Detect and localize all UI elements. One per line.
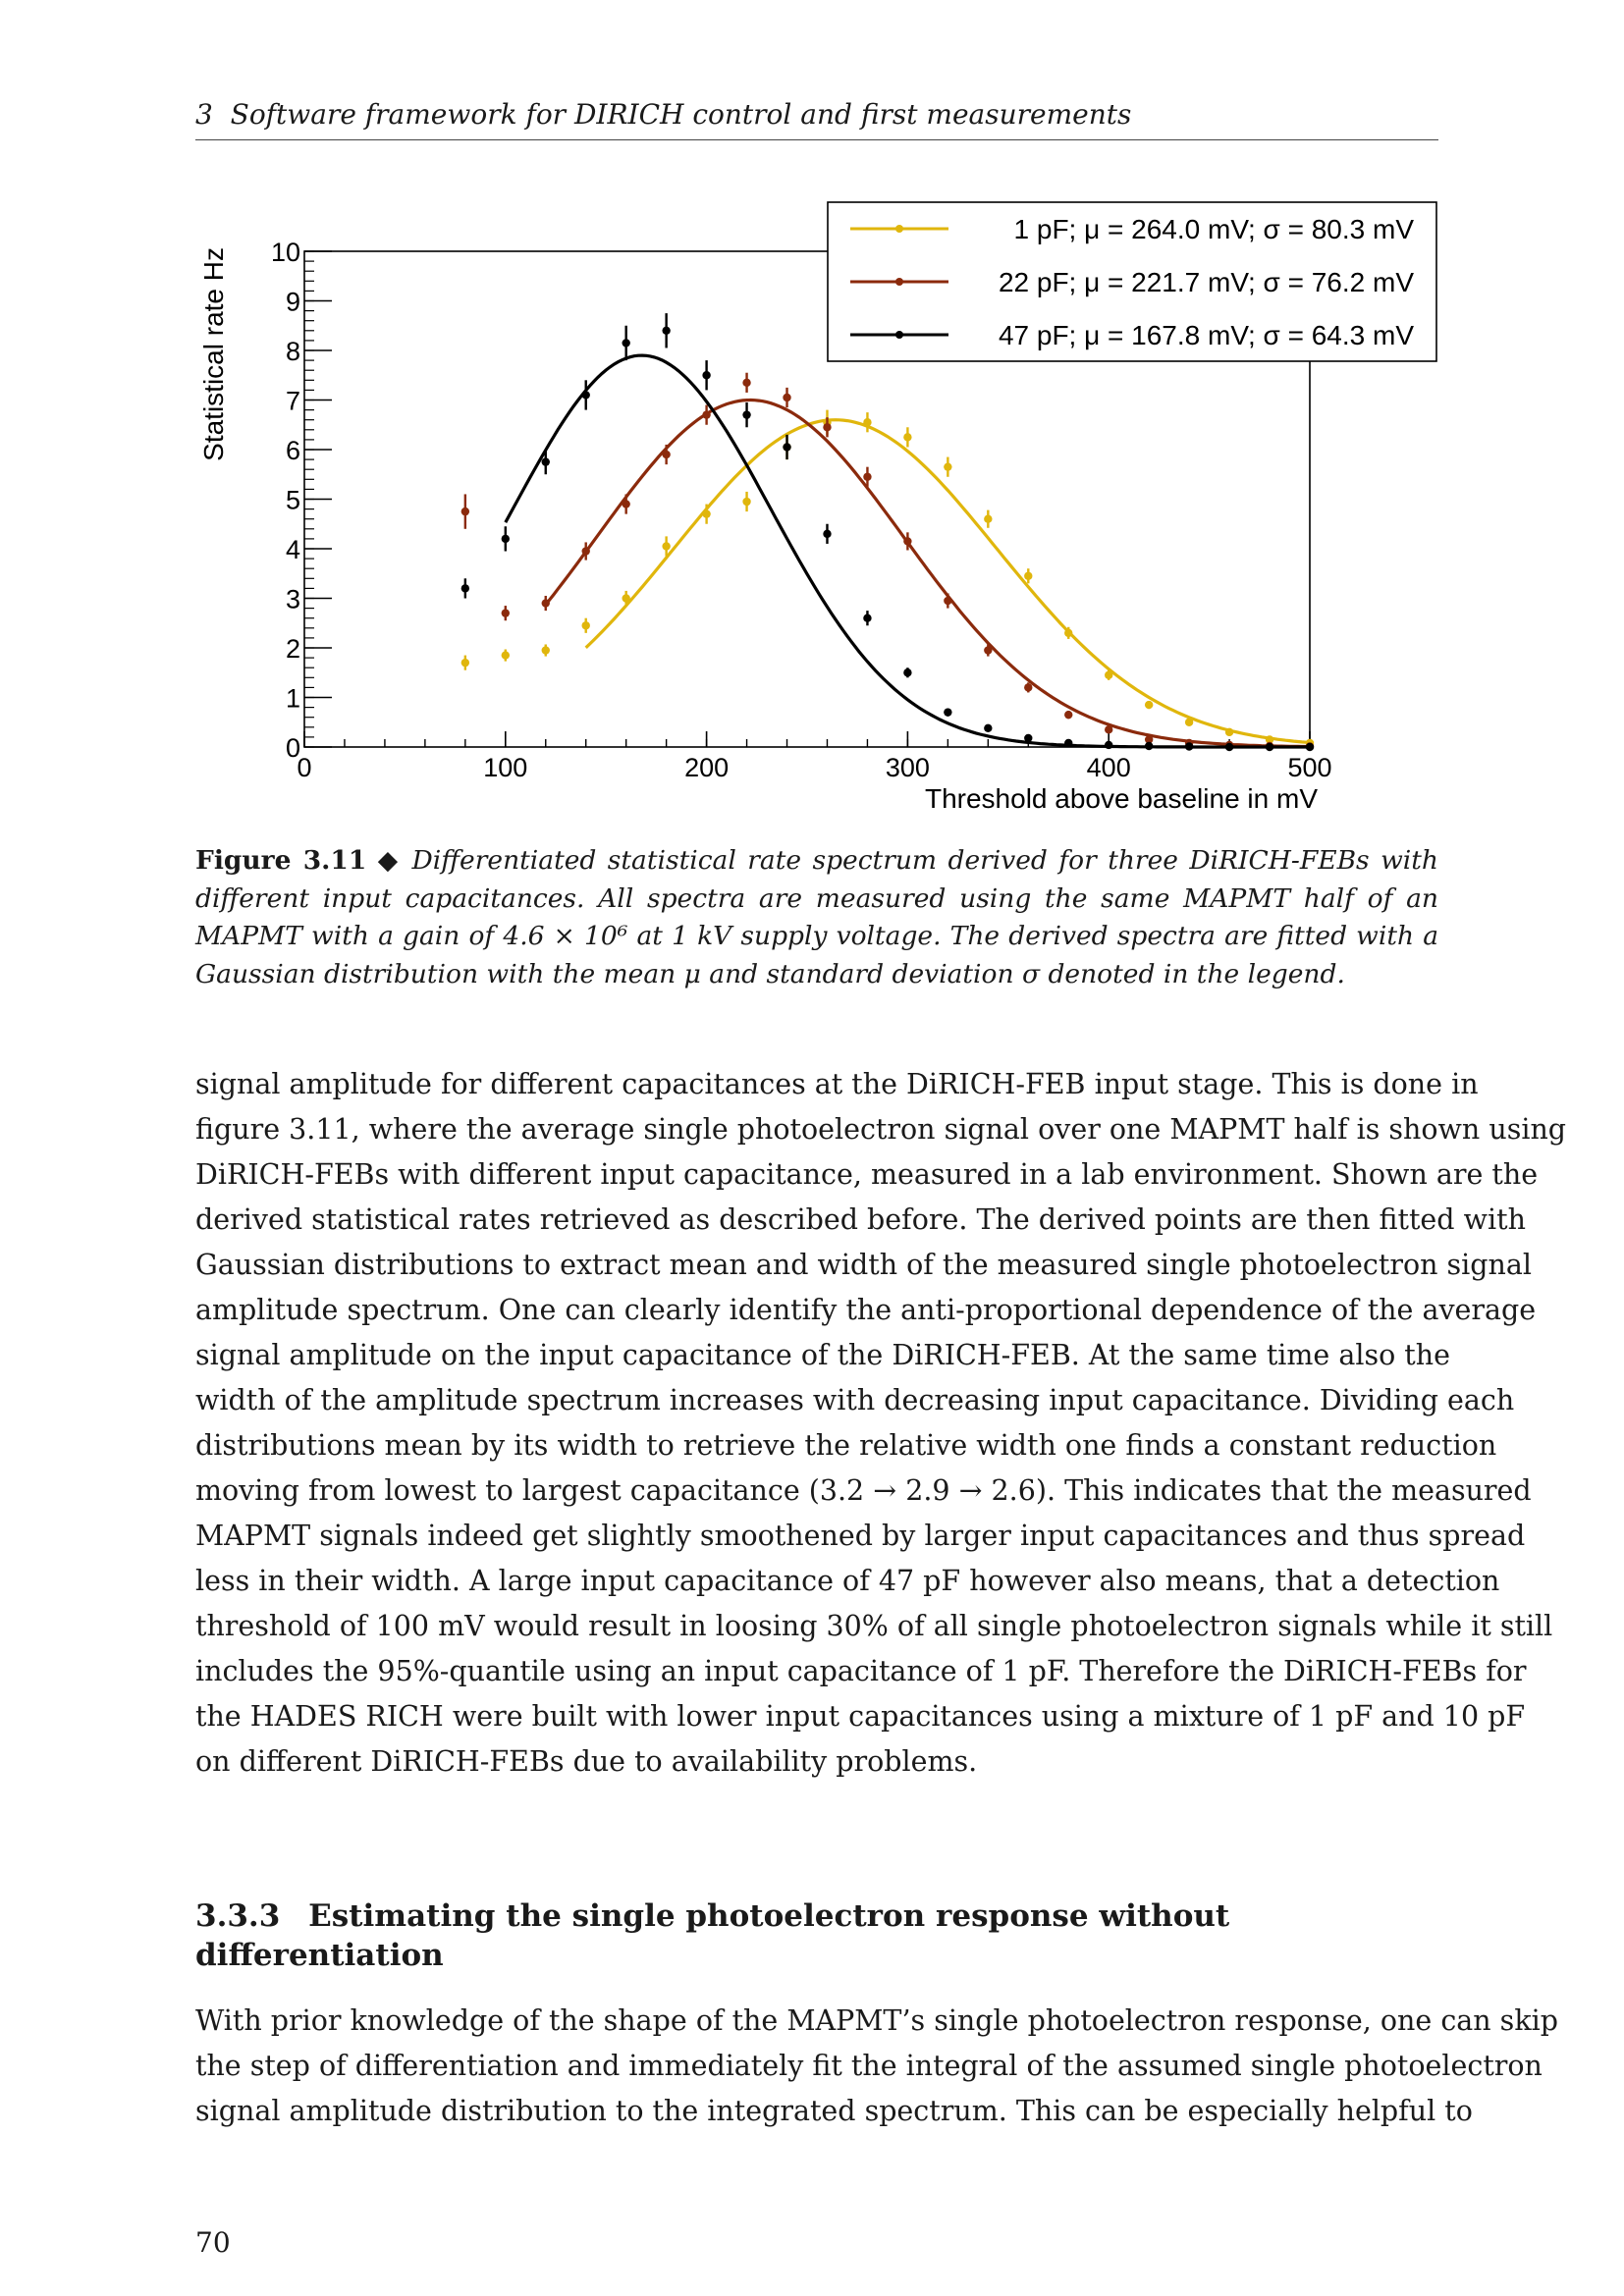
chapter-title: Software framework for DIRICH control and first measurements	[230, 98, 1132, 131]
legend-entry: 47 pF; μ = 167.8 mV; σ = 64.3 mV	[998, 320, 1414, 350]
x-axis-label: Threshold above baseline in mV	[924, 783, 1318, 814]
data-point	[662, 451, 670, 458]
legend-entry: 1 pF; μ = 264.0 mV; σ = 80.3 mV	[1013, 214, 1414, 244]
data-point	[1306, 743, 1314, 751]
paragraph-line: MAPMT signals indeed get slightly smoothened by larger input capacitances and thus spread	[195, 1520, 1526, 1552]
y-tick-label: 8	[285, 337, 300, 366]
y-tick-label: 10	[270, 238, 300, 267]
series-1	[461, 373, 1315, 751]
data-point	[1225, 728, 1233, 736]
data-point	[1024, 683, 1032, 691]
y-tick-label: 7	[285, 386, 300, 416]
data-point	[702, 410, 710, 418]
data-point	[742, 498, 750, 506]
data-point	[542, 646, 550, 654]
paragraph-line: signal amplitude on the input capacitance of the DiRICH-FEB. At the same time also the	[195, 1339, 1450, 1371]
body-paragraph-2	[195, 1999, 1558, 2134]
data-point	[622, 500, 629, 507]
legend-swatch-marker	[895, 225, 903, 233]
data-point	[1105, 725, 1112, 733]
data-point	[1024, 734, 1032, 742]
y-tick-label: 5	[285, 485, 300, 515]
figure-caption	[195, 842, 1438, 993]
paragraph-line: signal amplitude distribution to the integrated spectrum. This can be especially helpful to	[195, 2095, 1473, 2127]
x-tick-label: 200	[684, 753, 730, 782]
paragraph-line: distributions mean by its width to retrieve the relative width one finds a constant reduction	[195, 1429, 1497, 1462]
data-point	[1145, 701, 1153, 709]
data-point	[944, 708, 951, 716]
figure-chart	[0, 0, 1624, 834]
data-point	[944, 462, 951, 470]
data-point	[984, 515, 992, 523]
data-point	[1225, 743, 1233, 751]
data-point	[542, 457, 550, 465]
x-tick-label: 0	[297, 753, 312, 782]
data-point	[863, 473, 871, 481]
fit-curve	[506, 355, 1310, 747]
section-title: Estimating the single photoelectron response without differentiation	[195, 1898, 1230, 1973]
series-2	[461, 313, 1315, 751]
data-point	[903, 668, 911, 676]
data-point	[742, 410, 750, 418]
legend	[828, 202, 1436, 361]
data-point	[702, 509, 710, 517]
data-point	[823, 423, 831, 431]
data-point	[1064, 629, 1072, 637]
data-point	[863, 418, 871, 426]
paragraph-line: amplitude spectrum. One can clearly identify the anti-proportional dependence of the average	[195, 1294, 1537, 1326]
series-0	[461, 410, 1315, 748]
data-point	[582, 547, 590, 555]
y-tick-label: 0	[285, 733, 300, 763]
paragraph-line: figure 3.11, where the average single photoelectron signal over one MAPMT half is shown using	[195, 1113, 1567, 1146]
page-number: 70	[195, 2226, 231, 2259]
paragraph-line: DiRICH-FEBs with different input capacitance, measured in a lab environment. Shown are the	[195, 1158, 1539, 1191]
caption-separator: ◆	[377, 845, 402, 876]
data-point	[622, 339, 629, 347]
data-point	[582, 391, 590, 399]
section-number: 3.3.3	[195, 1898, 281, 1934]
fit-curve	[546, 400, 1310, 747]
section-heading	[195, 1896, 1438, 1975]
y-tick-label: 2	[285, 634, 300, 664]
paragraph-line: derived statistical rates retrieved as described before. The derived points are then fitted with	[195, 1203, 1526, 1236]
data-point	[622, 594, 629, 602]
x-tick-label: 400	[1086, 753, 1131, 782]
data-point	[461, 584, 469, 592]
data-point	[502, 651, 510, 659]
paragraph-line: the HADES RICH were built with lower input capacitances using a mixture of 1 pF and 10 pF	[195, 1700, 1526, 1733]
data-point	[461, 659, 469, 667]
data-point	[1064, 739, 1072, 747]
data-point	[903, 433, 911, 441]
data-point	[823, 530, 831, 538]
y-tick-label: 3	[285, 584, 300, 614]
paragraph-line: on different DiRICH-FEBs due to availability problems.	[195, 1745, 978, 1778]
paragraph-line: moving from lowest to largest capacitance (3.2 → 2.9 → 2.6). This indicates that the measured	[195, 1474, 1532, 1507]
y-tick-label: 6	[285, 436, 300, 465]
x-tick-label: 500	[1287, 753, 1332, 782]
data-point	[582, 621, 590, 629]
legend-swatch-marker	[895, 331, 903, 339]
paragraph-line: includes the 95%-quantile using an input capacitance of 1 pF. Therefore the DiRICH-FEBs for	[195, 1655, 1527, 1687]
paragraph-line: less in their width. A large input capacitance of 47 pF however also means, that a detection	[195, 1565, 1500, 1597]
caption-text: Differentiated statistical rate spectrum derived for three DiRICH-FEBs with different input capacitances. All spectra are measured using the same MAPMT half of an MAPMT with a gain of 4.6 × 10⁶ at 1 kV supply voltage. The derived spectra are fitted with a Gaussian distribution with the mean μ and standard deviation σ denoted in the legend.	[195, 845, 1438, 989]
data-point	[863, 614, 871, 622]
data-point	[742, 379, 750, 387]
paragraph-line: Gaussian distributions to extract mean and width of the measured single photoelectron signal	[195, 1249, 1532, 1281]
chapter-number: 3	[195, 98, 213, 131]
paragraph-line: signal amplitude for different capacitances at the DiRICH-FEB input stage. This is done in	[195, 1068, 1479, 1100]
y-tick-label: 9	[285, 287, 300, 317]
data-point	[1145, 742, 1153, 750]
paragraph-line: threshold of 100 mV would result in loosing 30% of all single photoelectron signals while it still	[195, 1610, 1553, 1642]
x-tick-label: 100	[483, 753, 528, 782]
body-paragraph-1	[195, 1062, 1567, 1785]
y-tick-label: 4	[285, 535, 300, 564]
data-point	[461, 507, 469, 515]
data-point	[1185, 742, 1193, 750]
data-point	[502, 535, 510, 543]
data-point	[542, 599, 550, 607]
data-point	[783, 443, 790, 451]
data-point	[502, 609, 510, 616]
data-point	[984, 646, 992, 654]
data-point	[903, 537, 911, 545]
data-point	[984, 724, 992, 732]
data-point	[1185, 719, 1193, 726]
data-point	[783, 394, 790, 401]
figure-label: Figure 3.11	[195, 845, 367, 876]
data-point	[702, 371, 710, 379]
x-tick-label: 300	[885, 753, 930, 782]
data-point	[662, 542, 670, 550]
legend-entry: 22 pF; μ = 221.7 mV; σ = 76.2 mV	[998, 267, 1414, 297]
legend-swatch-marker	[895, 278, 903, 286]
data-point	[1105, 671, 1112, 679]
data-point	[662, 327, 670, 335]
data-point	[1024, 572, 1032, 580]
data-point	[1105, 741, 1112, 749]
paragraph-line: the step of differentiation and immediately fit the integral of the assumed single photoelectron	[195, 2050, 1543, 2082]
data-point	[944, 597, 951, 605]
y-tick-label: 1	[285, 683, 300, 714]
paragraph-line: width of the amplitude spectrum increases with decreasing input capacitance. Dividing each	[195, 1384, 1515, 1416]
paragraph-line: With prior knowledge of the shape of the MAPMT’s single photoelectron response, one can skip	[195, 2004, 1558, 2037]
data-point	[1064, 711, 1072, 719]
y-axis-label: Statistical rate Hz	[198, 247, 229, 461]
data-point	[1266, 743, 1273, 751]
